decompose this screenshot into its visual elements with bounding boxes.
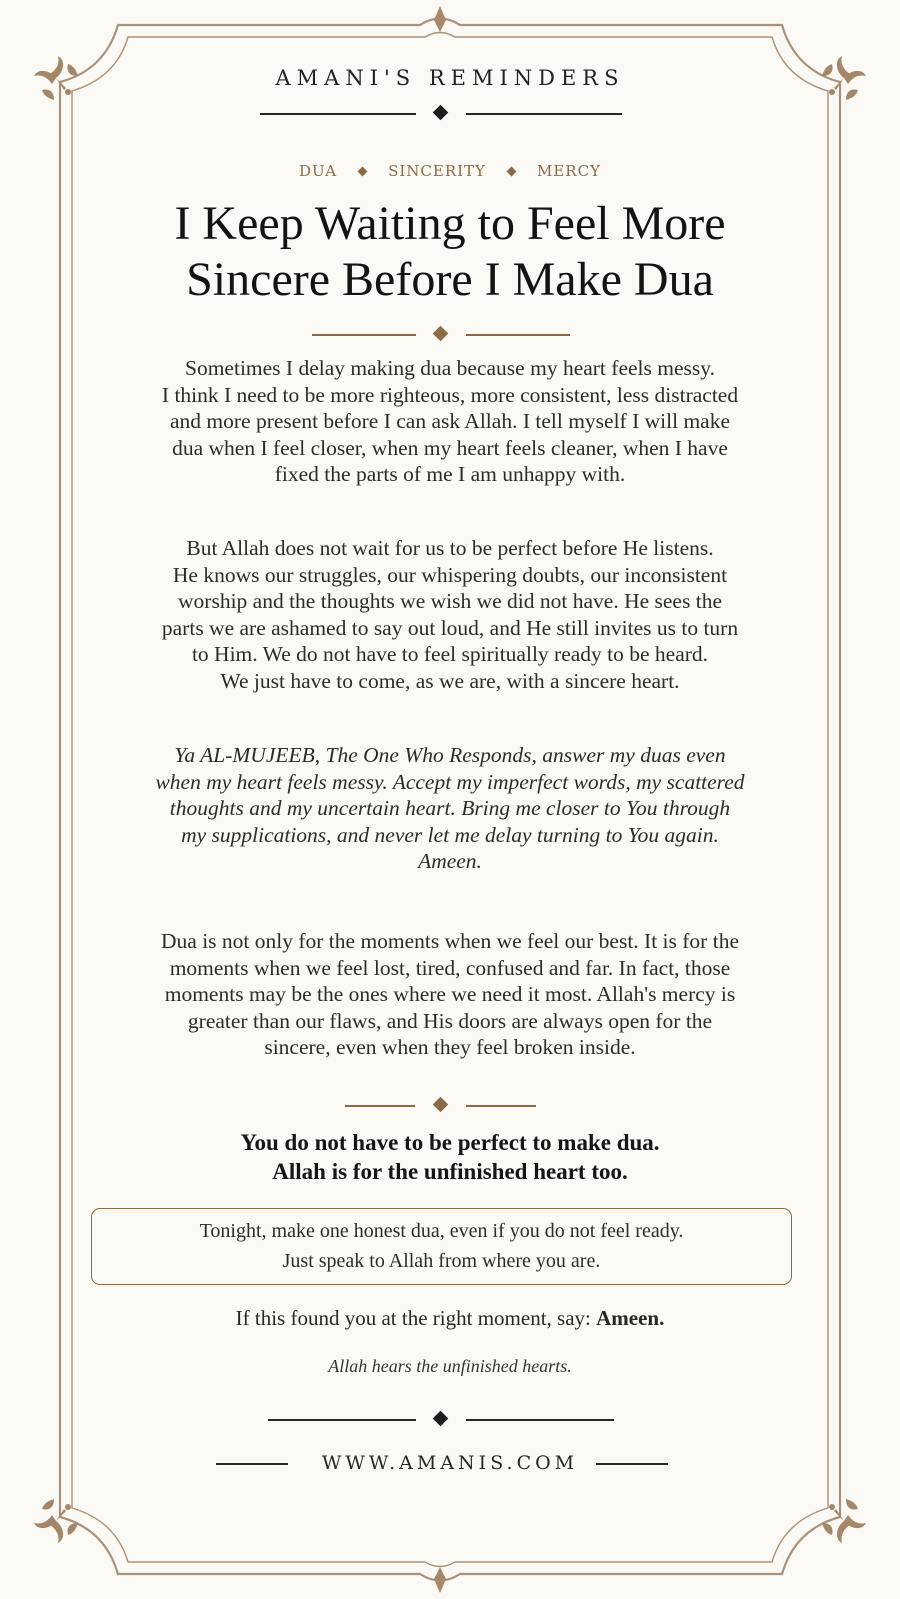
ameen-prompt-text: If this found you at the right moment, say: [235, 1306, 591, 1330]
text-line: fixed the parts of me I am unhappy with. [274, 462, 626, 486]
text-line: parts we are ashamed to say out loud, and He still invites us to turn [161, 615, 739, 640]
text-line: Sometimes I delay making dua because my heart feels messy. [185, 356, 715, 380]
tag-dua: DUA [299, 162, 338, 180]
text-line: sincere, even when they feel broken inside. [264, 1035, 636, 1059]
diamond-icon [433, 1411, 449, 1427]
title-divider [0, 325, 900, 345]
tag-sincerity: SINCERITY [388, 162, 486, 180]
text-line: You do not have to be perfect to make dua. [240, 1130, 660, 1155]
text-line: Dua is not only for the moments when we feel our best. It is for the [161, 929, 739, 953]
paragraph-intro [0, 355, 900, 488]
title-line: Sincere Before I Make Dua [186, 253, 714, 306]
text-line: moments when we feel lost, tired, confused and far. In fact, those [169, 955, 731, 980]
diamond-separator-icon [358, 167, 368, 177]
diamond-separator-icon [507, 167, 517, 177]
text-line: Just speak to Allah from where you are. [282, 1250, 601, 1272]
text-line: thoughts and my uncertain heart. Bring me closer to You through [169, 796, 731, 820]
brand-title: AMANI'S REMINDERS [275, 66, 625, 90]
key-message [0, 1128, 900, 1186]
title-line: I Keep Waiting to Feel More [174, 197, 726, 250]
text-line: worship and the thoughts we wish we did not have. He sees the [178, 589, 722, 613]
callout-box [91, 1208, 792, 1285]
text-line: to Him. We do not have to feel spiritually ready to be heard. [191, 642, 709, 666]
ameen-word: Ameen. [596, 1306, 665, 1330]
footer-divider [0, 1410, 900, 1430]
prayer-paragraph [0, 742, 900, 875]
text-line: Allah is for the unfinished heart too. [272, 1159, 628, 1184]
tag-mercy: MERCY [536, 162, 601, 180]
header-divider [0, 104, 900, 124]
diamond-icon [433, 105, 449, 121]
text-line: my supplications, and never let me delay turning to You again. [181, 822, 719, 847]
text-line: We just have to come, as we are, with a sincere heart. [220, 668, 680, 693]
section-divider [0, 1096, 900, 1116]
text-line: Ya AL-MUJEEB, The One Who Responds, answer my duas even [174, 743, 726, 767]
page-title [0, 196, 900, 308]
bottom-ornament-icon [434, 1567, 446, 1593]
paragraph-closing [0, 928, 900, 1061]
topic-tags [0, 162, 900, 180]
ameen-prompt [0, 1306, 900, 1331]
diamond-icon [433, 326, 449, 342]
text-line: dua when I feel closer, when my heart feels cleaner, when I have [172, 435, 728, 460]
diamond-icon [433, 1097, 449, 1113]
text-line: He knows our struggles, our whispering doubts, our inconsistent [172, 562, 728, 587]
text-line: Ameen. [418, 849, 482, 873]
text-line: Tonight, make one honest dua, even if you do not feel ready. [199, 1220, 684, 1242]
paragraph-allah-listens [0, 535, 900, 694]
text-line: and more present before I can ask Allah. I tell myself I will make [170, 409, 730, 433]
text-line: But Allah does not wait for us to be perfect before He listens. [186, 536, 714, 560]
text-line: when my heart feels messy. Accept my imperfect words, my scattered [155, 769, 745, 794]
website-link[interactable]: WWW.AMANIS.COM [321, 1452, 579, 1474]
text-line: I think I need to be more righteous, more consistent, less distracted [161, 382, 739, 407]
top-ornament-icon [434, 6, 446, 32]
text-line: moments may be the ones where we need it most. Allah's mercy is [164, 982, 736, 1006]
tagline: Allah hears the unfinished hearts. [328, 1356, 572, 1376]
text-line: greater than our flaws, and His doors are always open for the [187, 1008, 713, 1033]
